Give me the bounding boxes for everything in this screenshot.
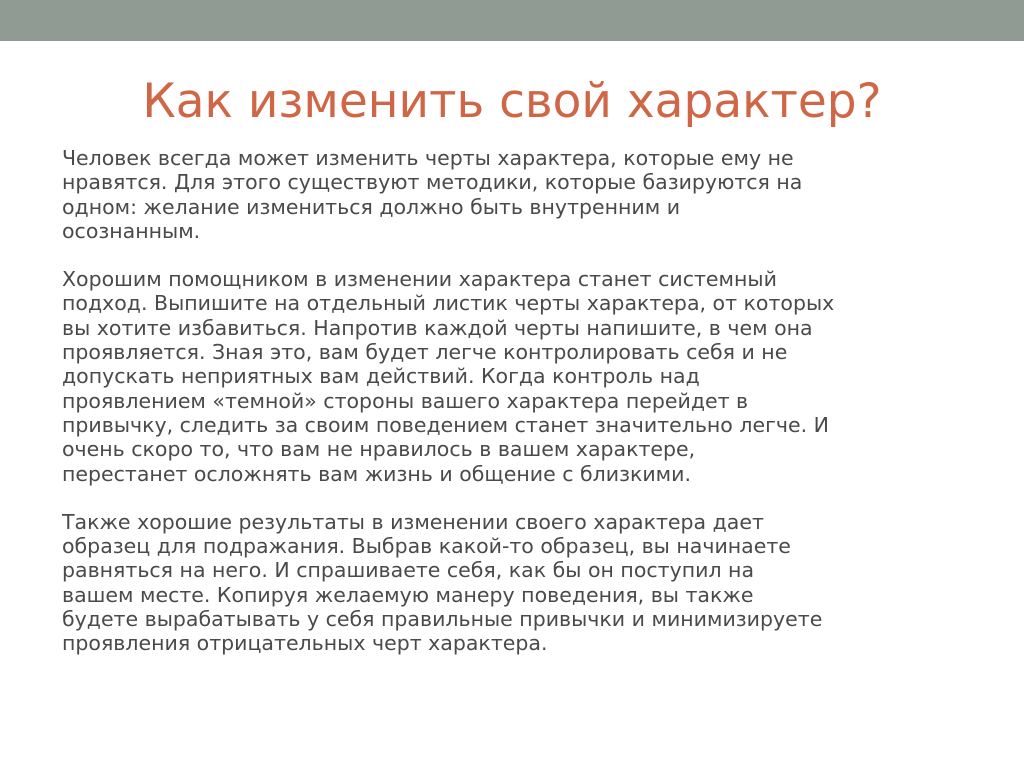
paragraph-line: осознанным.: [62, 218, 201, 243]
slide-title: Как изменить свой характер?: [142, 74, 882, 129]
paragraph-line: подход. Выпишите на отдельный листик черты характера, от которых: [62, 291, 835, 316]
paragraph-line: Хорошим помощником в изменении характера станет системный: [62, 267, 777, 292]
paragraph-line: нравятся. Для этого существуют методики, которые базируются на: [62, 170, 803, 195]
paragraph-1: [62, 146, 982, 243]
slide-body: [62, 146, 982, 656]
paragraph-line: допускать неприятных вам действий. Когда контроль над: [62, 364, 700, 389]
paragraph-line: проявления отрицательных черт характера.: [62, 631, 548, 656]
paragraph-line: перестанет осложнять вам жизнь и общение с близкими.: [62, 461, 691, 486]
paragraph-line: очень скоро то, что вам не нравилось в вашем характере,: [62, 437, 696, 462]
paragraph-line: одном: желание измениться должно быть внутренним и: [62, 194, 681, 219]
paragraph-line: вашем месте. Копируя желаемую манеру поведения, вы также: [62, 582, 754, 607]
paragraph-2: [62, 267, 982, 486]
paragraph-line: равняться на него. И спрашиваете себя, как бы он поступил на: [62, 558, 755, 583]
paragraph-3: [62, 510, 982, 656]
paragraph-line: образец для подражания. Выбрав какой-то образец, вы начинаете: [62, 534, 791, 559]
paragraph-line: проявляется. Зная это, вам будет легче контролировать себя и не: [62, 340, 788, 365]
top-accent-bar: [0, 0, 1024, 41]
paragraph-line: Также хорошие результаты в изменении своего характера дает: [62, 509, 764, 534]
paragraph-line: вы хотите избавиться. Напротив каждой черты напишите, в чем она: [62, 315, 813, 340]
paragraph-line: проявлением «темной» стороны вашего характера перейдет в: [62, 388, 749, 413]
paragraph-line: Человек всегда может изменить черты характера, которые ему не: [62, 146, 794, 170]
paragraph-line: привычку, следить за своим поведением станет значительно легче. И: [62, 412, 829, 437]
paragraph-line: будете вырабатывать у себя правильные привычки и минимизируете: [62, 607, 823, 632]
